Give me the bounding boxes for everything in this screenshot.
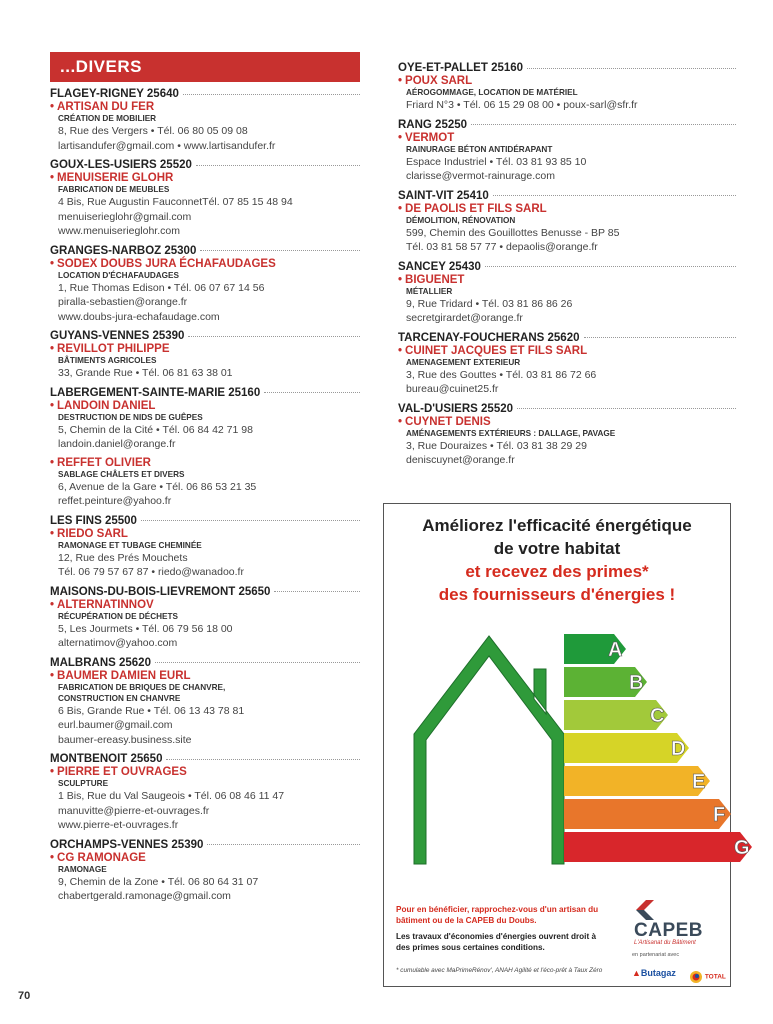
bullet-icon: • xyxy=(50,456,55,469)
bullet-icon: • xyxy=(50,101,55,113)
company-name: • ARTISAN DU FER xyxy=(50,101,155,113)
contact-line: 6 Bis, Grande Rue • Tél. 06 13 43 78 81 xyxy=(58,704,245,717)
contact-line: 599, Chemin des Gouillottes Benusse - BP 85 xyxy=(406,226,620,239)
contact-line: 12, Rue des Prés Mouchets xyxy=(58,551,188,564)
energy-bar-b xyxy=(564,667,647,697)
contact-line: menuiserieglohr@gmail.com xyxy=(58,210,192,223)
energy-letter: E xyxy=(692,771,706,793)
directory-entry xyxy=(398,274,736,326)
contact-line: Tél. 06 79 57 67 87 • riedo@wanadoo.fr xyxy=(58,566,244,578)
company-activity: CRÉATION DE MOBILIER xyxy=(58,114,157,123)
bullet-icon: • xyxy=(398,273,403,286)
total-logo-icon xyxy=(689,970,703,984)
contact-line: clarisse@vermot-rainurage.com xyxy=(406,170,555,182)
contact-line: 4 Bis, Rue Augustin FauconnetTél. 07 85 15 48 94 xyxy=(58,196,293,208)
energy-letter: B xyxy=(629,672,644,694)
company-name: • ALTERNATINNOV xyxy=(50,598,154,611)
directory-entry xyxy=(50,852,360,904)
directory-entry xyxy=(398,132,736,184)
left-directory-list xyxy=(50,88,360,904)
energy-bar-a xyxy=(564,634,626,664)
butagaz-logo: ▲Butagaz xyxy=(632,968,676,978)
company-activity: BÂTIMENTS AGRICOLES xyxy=(58,356,157,365)
bullet-icon: • xyxy=(50,343,55,355)
company-activity: AÉROGOMMAGE, LOCATION DE MATÉRIEL xyxy=(406,88,578,97)
company-name: • POUX SARL xyxy=(398,75,473,87)
bullet-icon: • xyxy=(398,202,403,215)
company-name: • CUINET JACQUES ET FILS SARL xyxy=(398,344,588,357)
contact-line: Espace Industriel • Tél. 03 81 93 85 10 xyxy=(406,155,587,168)
bullet-icon: • xyxy=(50,598,55,611)
energy-bar-e xyxy=(564,766,710,796)
company-name: • BAUMER DAMIEN EURL xyxy=(50,669,191,682)
energy-letter: F xyxy=(713,804,726,826)
company-name: • MENUISERIE GLOHR xyxy=(50,172,174,184)
directory-entry xyxy=(50,457,360,509)
bullet-icon: • xyxy=(398,415,403,428)
contact-line: www.menuiserieglohr.com xyxy=(58,225,180,237)
bullet-icon: • xyxy=(398,344,403,357)
ad-footnote: * cumulable avec MaPrimeRénov', ANAH Agilité et l'éco-prêt à Taux Zéro xyxy=(396,967,603,974)
page-number: 70 xyxy=(18,990,31,1002)
energy-letter: C xyxy=(650,705,665,727)
company-activity: DÉMOLITION, RÉNOVATION xyxy=(406,215,516,225)
contact-line: alternatimov@yahoo.com xyxy=(58,637,178,649)
capeb-logo xyxy=(634,900,722,946)
directory-entry xyxy=(398,203,736,255)
directory-entry xyxy=(398,345,736,397)
company-name: • REVILLOT PHILIPPE xyxy=(50,343,170,355)
contact-line: www.pierre-et-ouvrages.fr xyxy=(58,819,179,831)
contact-line: lartisandufer@gmail.com • www.lartisandufer.fr xyxy=(58,139,276,152)
city-heading: GRANGES-NARBOZ 25300 xyxy=(50,245,360,257)
company-name: • VERMOT xyxy=(398,131,455,144)
city-heading: SANCEY 25430 xyxy=(398,261,736,273)
company-name: • SODEX DOUBS JURA ÉCHAFAUDAGES xyxy=(50,257,276,270)
company-activity: FABRICATION DE MEUBLES xyxy=(58,185,170,194)
house-shape xyxy=(414,636,564,864)
company-activity: AMENAGEMENT EXTERIEUR xyxy=(406,357,521,367)
directory-entry xyxy=(50,101,360,153)
company-name: • BIGUENET xyxy=(398,273,465,286)
energy-letter: D xyxy=(671,738,686,760)
company-name: • LANDOIN DANIEL xyxy=(50,399,156,412)
bullet-icon: • xyxy=(50,669,55,682)
energy-advertisement xyxy=(383,503,750,987)
contact-line: Tél. 03 81 58 57 77 • depaolis@orange.fr xyxy=(406,241,598,253)
bullet-icon: • xyxy=(398,75,403,87)
capeb-tagline: L'Artisanat du Bâtiment xyxy=(634,940,696,946)
energy-bar-c xyxy=(564,700,668,730)
ad-headline-red: et recevez des primes* des fournisseurs d'énergies ! xyxy=(438,562,676,604)
ad-footer xyxy=(396,904,611,974)
contact-line: 3, Rue Douraizes • Tél. 03 81 38 29 29 xyxy=(406,439,587,452)
city-heading: OYE-ET-PALLET 25160 xyxy=(398,62,736,74)
directory-entry xyxy=(50,343,360,381)
contact-line: Friard N°3 • Tél. 06 15 29 08 00 • poux-sarl@sfr.fr xyxy=(406,99,638,111)
company-activity: RÉCUPÉRATION DE DÉCHETS xyxy=(58,611,178,621)
directory-entry xyxy=(50,599,360,651)
city-heading: SAINT-VIT 25410 xyxy=(398,190,736,202)
directory-entry xyxy=(50,766,360,833)
contact-line: deniscuynet@orange.fr xyxy=(406,454,515,466)
ad-footer-black: Les travaux d'économies d'énergies ouvrent droit à des primes sous certaines conditions. xyxy=(396,932,596,952)
butagaz-flame-icon: ▲ xyxy=(632,968,641,978)
section-title: ...DIVERS xyxy=(50,52,360,82)
energy-bar-d xyxy=(564,733,689,763)
company-activity: RAMONAGE xyxy=(58,864,107,874)
contact-line: 6, Avenue de la Gare • Tél. 06 86 53 21 35 xyxy=(58,480,257,493)
company-activity: MÉTALLIER xyxy=(406,286,453,296)
company-activity: AMÉNAGEMENTS EXTÉRIEURS : DALLAGE, PAVAGE xyxy=(406,428,616,438)
partners-label: en partenariat avec xyxy=(632,952,680,958)
city-heading: ORCHAMPS-VENNES 25390 xyxy=(50,839,360,851)
company-activity: LOCATION D'ÉCHAFAUDAGES xyxy=(58,270,179,280)
contact-line: secretgirardet@orange.fr xyxy=(406,312,523,324)
city-heading: LES FINS 25500 xyxy=(50,515,360,527)
house-outline-icon xyxy=(414,636,564,864)
total-logo: TOTAL xyxy=(689,970,726,984)
ad-footer-red: Pour en bénéficier, rapprochez-vous d'un artisan du bâtiment ou de la CAPEB du Doubs. xyxy=(396,905,599,925)
bullet-icon: • xyxy=(50,851,55,864)
capeb-logo-icon xyxy=(634,900,656,920)
energy-bar-f xyxy=(564,799,731,829)
energy-bar-g xyxy=(564,832,752,862)
contact-line: chabertgerald.ramonage@gmail.com xyxy=(58,890,231,902)
contact-line: bureau@cuinet25.fr xyxy=(406,383,499,395)
company-activity: CONSTRUCTION EN CHANVRE xyxy=(58,693,181,703)
energy-letter: G xyxy=(734,837,750,859)
company-name: • DE PAOLIS ET FILS SARL xyxy=(398,202,547,215)
contact-line: 8, Rue des Vergers • Tél. 06 80 05 09 08 xyxy=(58,125,248,137)
city-heading: VAL-D'USIERS 25520 xyxy=(398,403,736,415)
company-activity: FABRICATION DE BRIQUES DE CHANVRE, xyxy=(58,682,226,692)
contact-line: eurl.baumer@gmail.com xyxy=(58,719,173,731)
company-activity: RAINURAGE BÉTON ANTIDÉRAPANT xyxy=(406,144,553,154)
directory-entry xyxy=(398,75,736,113)
company-activity: SCULPTURE xyxy=(58,779,109,788)
contact-line: 1, Rue Thomas Edison • Tél. 06 07 67 14 56 xyxy=(58,281,265,294)
contact-line: baumer-ereasy.business.site xyxy=(58,733,192,746)
city-heading: RANG 25250 xyxy=(398,119,736,131)
bullet-icon: • xyxy=(50,399,55,412)
city-heading: MONTBENOIT 25650 xyxy=(50,753,360,765)
bullet-icon: • xyxy=(50,527,55,540)
left-column xyxy=(50,52,360,906)
contact-line: www.doubs-jura-echafaudage.com xyxy=(58,310,220,323)
directory-entry xyxy=(50,400,360,452)
city-heading: GUYANS-VENNES 25390 xyxy=(50,330,360,342)
energy-bar-shape xyxy=(564,766,710,796)
city-heading: TARCENAY-FOUCHERANS 25620 xyxy=(398,332,736,344)
company-name: • RIEDO SARL xyxy=(50,527,128,540)
contact-line: landoin.daniel@orange.fr xyxy=(58,438,176,450)
company-activity: DESTRUCTION DE NIDS DE GUÊPES xyxy=(58,412,203,422)
city-heading: LABERGEMENT-SAINTE-MARIE 25160 xyxy=(50,387,360,399)
city-heading: MALBRANS 25620 xyxy=(50,657,360,669)
city-heading: GOUX-LES-USIERS 25520 xyxy=(50,159,360,171)
contact-line: reffet.peinture@yahoo.fr xyxy=(58,495,172,507)
contact-line: 5, Chemin de la Cité • Tél. 06 84 42 71 98 xyxy=(58,423,253,436)
bullet-icon: • xyxy=(50,172,55,184)
energy-label-illustration xyxy=(384,614,750,884)
city-heading: FLAGEY-RIGNEY 25640 xyxy=(50,88,360,100)
directory-entry xyxy=(50,258,360,325)
contact-line: 5, Les Jourmets • Tél. 06 79 56 18 00 xyxy=(58,622,233,635)
company-name: • CUYNET DENIS xyxy=(398,415,491,428)
right-column xyxy=(398,56,736,470)
contact-line: 33, Grande Rue • Tél. 06 81 63 38 01 xyxy=(58,367,233,379)
company-name: • PIERRE ET OUVRAGES xyxy=(50,766,187,778)
contact-line: piralla-sebastien@orange.fr xyxy=(58,296,188,308)
energy-letter: A xyxy=(608,639,623,661)
energy-bar-shape xyxy=(564,832,752,862)
bullet-icon: • xyxy=(50,257,55,270)
contact-line: 3, Rue des Gouttes • Tél. 03 81 86 72 66 xyxy=(406,368,597,381)
city-heading: MAISONS-DU-BOIS-LIEVREMONT 25650 xyxy=(50,586,360,598)
right-directory-list xyxy=(398,62,736,468)
capeb-name: CAPEB xyxy=(634,920,704,941)
company-name: • REFFET OLIVIER xyxy=(50,456,151,469)
directory-entry xyxy=(50,172,360,239)
energy-bar-shape xyxy=(564,799,731,829)
contact-line: manuvitte@pierre-et-ouvrages.fr xyxy=(58,804,210,817)
directory-entry xyxy=(398,416,736,468)
company-activity: SABLAGE CHÂLETS ET DIVERS xyxy=(58,469,185,479)
ad-headline-black: Améliorez l'efficacité énergétique de votre habitat xyxy=(422,516,692,558)
energy-bars xyxy=(564,634,752,862)
directory-entry xyxy=(50,528,360,580)
company-name: • CG RAMONAGE xyxy=(50,851,146,864)
company-activity: RAMONAGE ET TUBAGE CHEMINÉE xyxy=(58,540,202,550)
contact-line: 9, Chemin de la Zone • Tél. 06 80 64 31 07 xyxy=(58,875,259,888)
directory-entry xyxy=(50,670,360,748)
bullet-icon: • xyxy=(50,766,55,778)
contact-line: 1 Bis, Rue du Val Saugeois • Tél. 06 08 46 11 47 xyxy=(58,790,285,802)
contact-line: 9, Rue Tridard • Tél. 03 81 86 86 26 xyxy=(406,297,573,310)
bullet-icon: • xyxy=(398,131,403,144)
